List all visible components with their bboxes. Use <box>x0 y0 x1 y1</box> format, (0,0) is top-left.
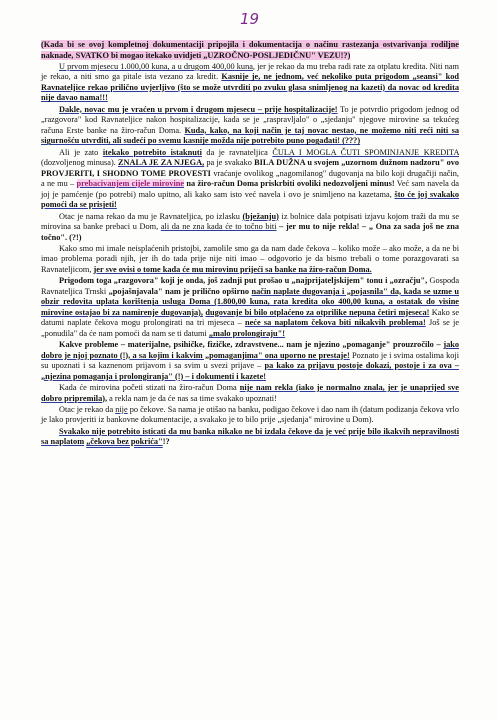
emphasis-text: Prigodom toga „razgovora" koji je onda, još zadnji put prošao u „najprijateljskijem" tonu i „ozračju", <box>59 276 428 286</box>
emphasis-text: itekako potrebito istaknuti <box>102 147 202 157</box>
emphasis-text: BILA DUŽNA u svojem „uzornom dužnom nadzoru" ovo PROVJERITI, I SHODNO TOME PROVESTI <box>41 158 460 178</box>
emphasis-text: Kuda, kako, na koji način je taj novac nestao, ne možemo niti reći niti sa sigurnošću utvrditi, ali sudeći po svemu kasnije možda nije potrebito puno pogađati! (???) <box>41 125 459 146</box>
paragraph-10-text: po čekove. Sa nama je otišao na banku, podigao čekove i dao nam ih (datum podizanja čekova vrlo je lako provjeriti iz bankovne dokumentacije, a svakako je to bilo prije „sjedanja" mirovine u Dom). <box>41 404 459 425</box>
paragraph-4-text: Ali je zato <box>59 147 99 157</box>
emphasis-text: „pojašnjavala" nam je prilično opširno <box>108 286 250 296</box>
emphasis-text: Kasnije je, ne jednom, već nekoliko puta prigodom „seansi" kod Ravnateljice rekao prilično uvjerljivo (što se može utvrditi po zvuku glasa snimljenog na kazeti) da novac od kredita nije davao nama!!! <box>41 72 459 103</box>
emphasis-text: Svakako nije potrebito isticati da mu banka nikako ne bi izdala čekove da je već prije bilo ikakvih nepravilnosti sa naplatom <box>41 426 459 447</box>
paragraph-11 <box>41 427 459 448</box>
paragraph-4-text: (dozvoljenog minusa). <box>41 158 116 168</box>
paragraph-5-text: iz bolnice dala potpisati izjavu kojom traži da mu se mirovina sa banke prebaci u Dom, <box>41 211 460 232</box>
paragraph-4-text: da je ravnateljica <box>206 147 268 157</box>
emphasis-text: što će joj svakako pomoći da se prisjeti! <box>41 189 459 210</box>
emphasis-text: način naplate dugovanja i „pojasnila" da, kada se uzme u obzir redovita uplata korištenja usluga Doma (1.800,00 kuna, rata kredita oko 400,00 kuna, a ostatak do visine mirovine ostajao bi za namirenje dugovanja), <box>41 286 459 317</box>
paragraph-3-text: To je potvrdio prigodom jednog od „razgovora" kod Ravnateljice nakon hospitalizacije, kada se je „raspravljalo" o „sjedanju" njegove mirovine sa tekućeg računa Erste banke na žiro-račun Doma. <box>41 104 459 135</box>
paragraph-4-text: vraćanje ovolikog „nagomilanog" dugovanja na bilo koji drugačiji način, a ne mu – <box>41 168 459 189</box>
highlighted-phrase: prebacivanjem cijele mirovine <box>76 179 185 189</box>
paragraph-4 <box>41 148 459 211</box>
emphasis-text: !? <box>162 437 170 447</box>
paragraph-6-text: Kako smo mi imale neisplaćenih pristojbi, zamolile smo ga da nam dade čekova – koliko može – ako može, a da ne bi imao problema poradi njih, jer ih do tada prije nije niti imao – odgovorio je da bismo trebali o tome porazgovarati sa Ravnateljicom, <box>41 243 459 274</box>
emphasis-text: jer sve ovisi o tome kada će mu mirovinu prijeći sa banke na žiro-račun Doma. <box>93 264 372 274</box>
paragraph-3 <box>41 105 459 147</box>
emphasis-text: na žiro-račun Doma priskrbiti ovoliki nedozvoljeni minus! <box>186 179 395 189</box>
document-body <box>41 40 459 448</box>
emphasis-text: Kakve probleme – materijalne, psihičke, fizičke, zdravstvene... nam je njezino „pomaganje" prouzročilo – <box>59 340 441 350</box>
emphasis-text: „malo prolongiraju"! <box>208 328 286 338</box>
paragraph-10-text: Otac je rekao da <box>59 404 114 414</box>
paragraph-7-text: Gospođa Ravnateljica Trnski <box>41 276 459 296</box>
emphasis-text: Dakle, novac mu je vraćen u prvom i drugom mjesecu – prije hospitalizacije! <box>59 104 338 114</box>
emphasis-text: ZNALA JE ZA NJEGA, <box>118 158 205 168</box>
paragraph-9-text: Kada će mirovina početi stizati na žiro-račun Doma <box>59 383 237 392</box>
emphasis-text: (bježanju) <box>242 211 279 221</box>
emphasis-text: pa kako za prijavu postoje dokazi, postoje i za ova – „njezina pomaganja i prolongiranja" (!) – i dokumenti i kazete! <box>41 361 460 381</box>
paragraph-8-text: Poznato je i svima ostalima koji su upoznati i sa kaznenom prijavom i sa svim u svezi prijave – <box>41 350 460 371</box>
paragraph-7-text: Kako se datumi naplate čekova mogu prolongirati na tri mjeseca – <box>41 307 460 328</box>
paragraph-9 <box>41 383 459 404</box>
emphasis-text: neće sa naplatom čekova biti nikakvih problema! <box>244 318 426 328</box>
amount-text: U prvom mjesecu 1.000,00 kuna, a u drugom 400,00 kuna <box>59 61 253 71</box>
paragraph-10 <box>41 405 459 426</box>
emphasis-text: „čekova bez pokrića" <box>86 437 163 447</box>
underlined-text: ali da ne zna kada će to točno biti <box>160 222 277 232</box>
paragraph-5-text: Otac je nama rekao da mu je Ravnateljica, po izlasku <box>59 211 240 221</box>
paragraph-9-text: a rekla nam je da će nas sa time svakako upoznati! <box>109 393 277 403</box>
paragraph-5 <box>41 212 459 244</box>
paragraph-6 <box>41 244 459 276</box>
caps-underlined-text: ČULA I MOGLA ČUTI SPOMINJANJE KREDITA <box>272 147 459 157</box>
paragraph-2 <box>41 62 459 104</box>
handwritten-page-number: 19 <box>240 10 260 28</box>
paragraph-8 <box>41 340 459 382</box>
emphasis-text: nije nam rekla (iako je normalno znala, jer je unaprijed sve dobro pripremila), <box>41 383 459 403</box>
underlined-text: nije <box>115 404 128 414</box>
paragraph-2-text: , jer je rekao da mu treba radi rate za otplatu kredita. Niti nam je rekao, a niti smo ga pitale ista vezano za kredit. <box>41 61 459 82</box>
paragraph-4-text: Već sam navela da joj je pamćenje (po potrebi) malo upitno, ali kako sam isto već navela i ovo je snimljeno na kazetama, <box>41 179 459 199</box>
paragraph-1 <box>41 40 459 61</box>
paragraph-7-text: Još se je „ponudila" da će nam pomoći da nam se ti datumi <box>41 318 460 338</box>
paragraph-7 <box>41 276 459 339</box>
emphasis-text: – jer mu to nije rekla! – „ Ona za sada još ne zna točno". (?!) <box>41 222 459 242</box>
emphasis-text: dugovanje bi bilo otplaćeno za otprilike nepuna četiri mjeseca! <box>205 307 430 317</box>
paragraph-4-text: pa je svakako <box>206 158 252 168</box>
highlighted-note: (Kada bi se ovoj kompletnoj dokumentaciji pripojila i dokumentacija o načinu rastezanja ostvarivanja rodiljne naknade, SVATKO bi mogao itekako uvidjeti „UZROČNO-POSLJEDIČNU" VEZU!?) <box>41 40 459 60</box>
emphasis-text: jako dobro je njoj poznato (!), a sa kojim i kakvim „pomaganjima" ona uporno ne prestaje! <box>41 340 459 360</box>
